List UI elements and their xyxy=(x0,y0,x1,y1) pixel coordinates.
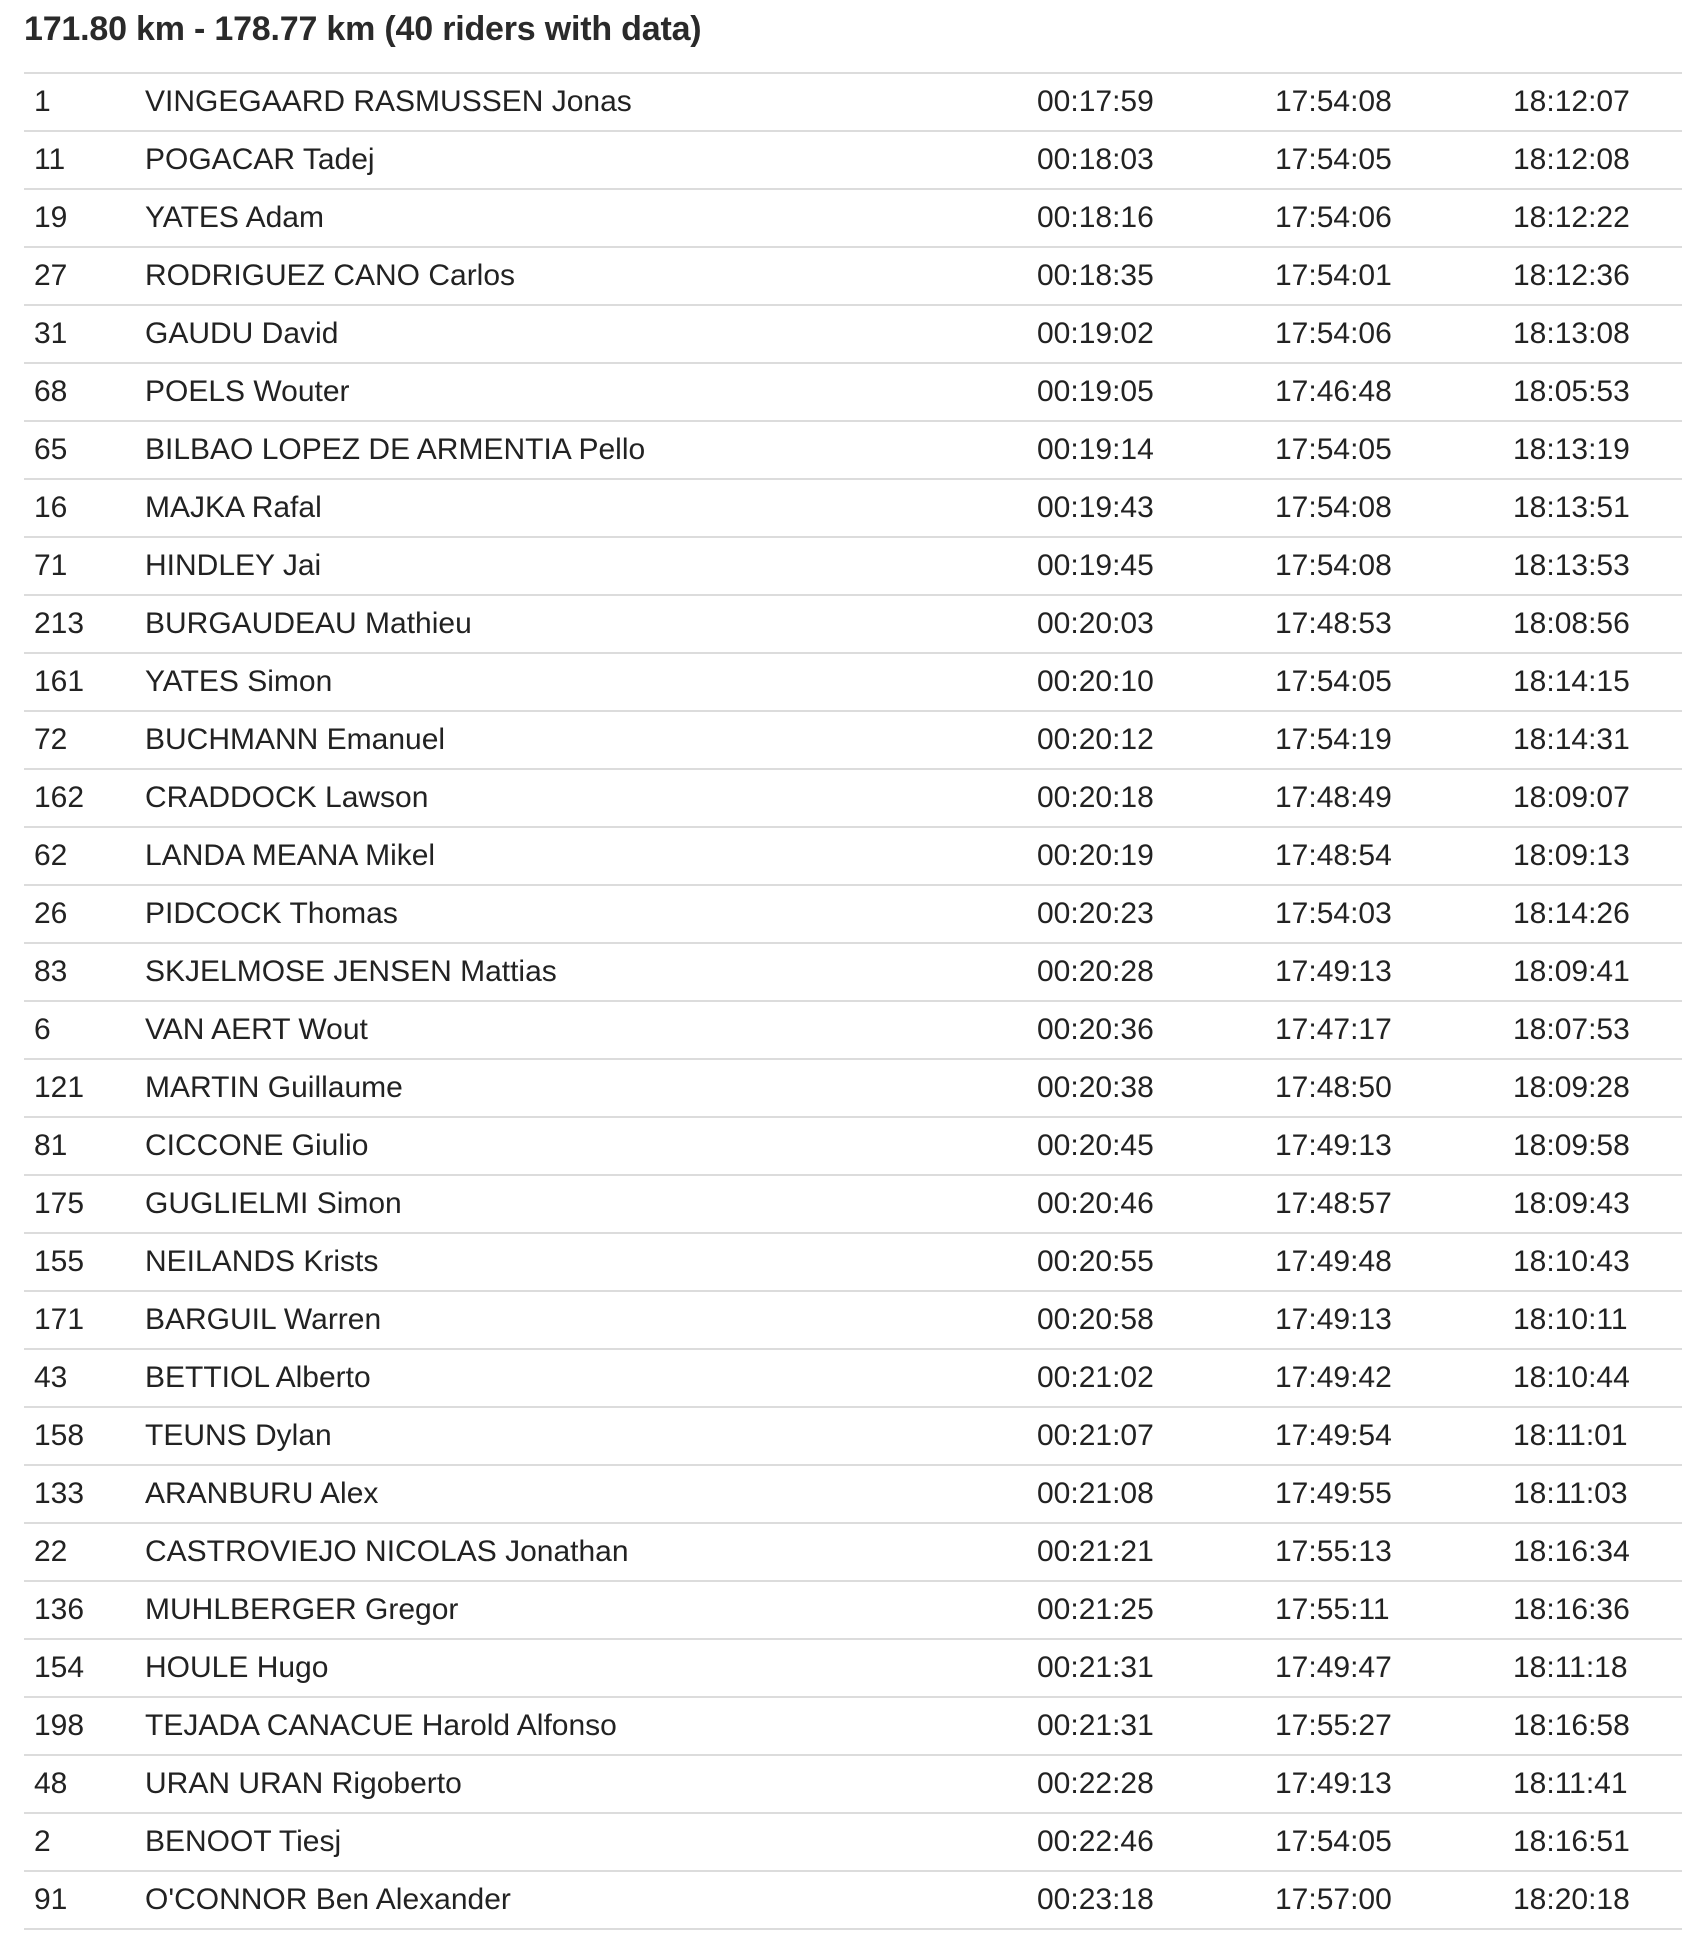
segment-duration: 00:21:08 xyxy=(1037,1465,1275,1523)
table-row xyxy=(24,1755,1682,1813)
rider-number: 155 xyxy=(24,1233,145,1291)
rider-number: 175 xyxy=(24,1175,145,1233)
segment-start-time: 17:47:17 xyxy=(1275,1001,1513,1059)
segment-start-time: 17:48:49 xyxy=(1275,769,1513,827)
table-row xyxy=(24,1291,1682,1349)
segment-end-time: 18:13:53 xyxy=(1513,537,1682,595)
rider-number: 19 xyxy=(24,189,145,247)
segment-start-time: 17:55:27 xyxy=(1275,1697,1513,1755)
rider-number: 81 xyxy=(24,1117,145,1175)
segment-end-time: 18:11:41 xyxy=(1513,1755,1682,1813)
table-row xyxy=(24,1581,1682,1639)
rider-name: CASTROVIEJO NICOLAS Jonathan xyxy=(145,1523,1037,1581)
segment-duration: 00:20:10 xyxy=(1037,653,1275,711)
rider-name: VINGEGAARD RASMUSSEN Jonas xyxy=(145,73,1037,131)
rider-number: 161 xyxy=(24,653,145,711)
rider-name: TEJADA CANACUE Harold Alfonso xyxy=(145,1697,1037,1755)
table-row xyxy=(24,827,1682,885)
segment-duration: 00:21:07 xyxy=(1037,1407,1275,1465)
rider-name: PIDCOCK Thomas xyxy=(145,885,1037,943)
segment-title: 171.80 km - 178.77 km (40 riders with data) xyxy=(24,10,702,48)
rider-number: 22 xyxy=(24,1523,145,1581)
segment-end-time: 18:09:07 xyxy=(1513,769,1682,827)
segment-start-time: 17:49:55 xyxy=(1275,1465,1513,1523)
segment-end-time: 18:09:58 xyxy=(1513,1117,1682,1175)
rider-number: 16 xyxy=(24,479,145,537)
segment-end-time: 18:12:22 xyxy=(1513,189,1682,247)
segment-start-time: 17:49:13 xyxy=(1275,1755,1513,1813)
segment-duration: 00:18:03 xyxy=(1037,131,1275,189)
rider-number: 154 xyxy=(24,1639,145,1697)
rider-number: 11 xyxy=(24,131,145,189)
segment-duration: 00:19:05 xyxy=(1037,363,1275,421)
segment-duration: 00:19:45 xyxy=(1037,537,1275,595)
rider-name: CICCONE Giulio xyxy=(145,1117,1037,1175)
segment-duration: 00:20:18 xyxy=(1037,769,1275,827)
segment-duration: 00:21:31 xyxy=(1037,1639,1275,1697)
table-row xyxy=(24,1523,1682,1581)
segment-duration: 00:20:46 xyxy=(1037,1175,1275,1233)
table-row xyxy=(24,537,1682,595)
segment-duration: 00:20:38 xyxy=(1037,1059,1275,1117)
table-row xyxy=(24,1117,1682,1175)
table-row xyxy=(24,595,1682,653)
rider-number: 68 xyxy=(24,363,145,421)
table-row xyxy=(24,131,1682,189)
rider-number: 27 xyxy=(24,247,145,305)
segment-start-time: 17:48:53 xyxy=(1275,595,1513,653)
segment-start-time: 17:49:13 xyxy=(1275,943,1513,1001)
rider-name: BENOOT Tiesj xyxy=(145,1813,1037,1871)
segment-start-time: 17:54:05 xyxy=(1275,131,1513,189)
rider-name: MAJKA Rafal xyxy=(145,479,1037,537)
rider-number: 121 xyxy=(24,1059,145,1117)
segment-duration: 00:22:28 xyxy=(1037,1755,1275,1813)
rider-name: YATES Simon xyxy=(145,653,1037,711)
segment-duration: 00:20:36 xyxy=(1037,1001,1275,1059)
rider-name: YATES Adam xyxy=(145,189,1037,247)
segment-duration: 00:19:14 xyxy=(1037,421,1275,479)
segment-start-time: 17:46:48 xyxy=(1275,363,1513,421)
segment-duration: 00:21:25 xyxy=(1037,1581,1275,1639)
rider-number: 31 xyxy=(24,305,145,363)
segment-end-time: 18:09:43 xyxy=(1513,1175,1682,1233)
segment-start-time: 17:48:54 xyxy=(1275,827,1513,885)
rider-name: SKJELMOSE JENSEN Mattias xyxy=(145,943,1037,1001)
rider-name: POGACAR Tadej xyxy=(145,131,1037,189)
rider-name: CRADDOCK Lawson xyxy=(145,769,1037,827)
table-row xyxy=(24,885,1682,943)
riders-table-body xyxy=(24,73,1682,1929)
rider-name: MARTIN Guillaume xyxy=(145,1059,1037,1117)
segment-end-time: 18:16:34 xyxy=(1513,1523,1682,1581)
table-row xyxy=(24,1697,1682,1755)
table-row xyxy=(24,479,1682,537)
segment-end-time: 18:07:53 xyxy=(1513,1001,1682,1059)
rider-name: BETTIOL Alberto xyxy=(145,1349,1037,1407)
segment-duration: 00:22:46 xyxy=(1037,1813,1275,1871)
segment-end-time: 18:14:15 xyxy=(1513,653,1682,711)
rider-name: NEILANDS Krists xyxy=(145,1233,1037,1291)
segment-start-time: 17:49:48 xyxy=(1275,1233,1513,1291)
rider-number: 198 xyxy=(24,1697,145,1755)
segment-end-time: 18:16:51 xyxy=(1513,1813,1682,1871)
rider-name: BILBAO LOPEZ DE ARMENTIA Pello xyxy=(145,421,1037,479)
segment-start-time: 17:55:11 xyxy=(1275,1581,1513,1639)
rider-name: HINDLEY Jai xyxy=(145,537,1037,595)
segment-start-time: 17:54:05 xyxy=(1275,653,1513,711)
table-row xyxy=(24,1465,1682,1523)
segment-end-time: 18:20:18 xyxy=(1513,1871,1682,1929)
segment-end-time: 18:05:53 xyxy=(1513,363,1682,421)
segment-end-time: 18:08:56 xyxy=(1513,595,1682,653)
segment-end-time: 18:09:28 xyxy=(1513,1059,1682,1117)
table-row xyxy=(24,1001,1682,1059)
segment-duration: 00:19:43 xyxy=(1037,479,1275,537)
rider-name: GUGLIELMI Simon xyxy=(145,1175,1037,1233)
rider-number: 133 xyxy=(24,1465,145,1523)
segment-end-time: 18:11:01 xyxy=(1513,1407,1682,1465)
table-row xyxy=(24,653,1682,711)
segment-start-time: 17:54:05 xyxy=(1275,421,1513,479)
segment-end-time: 18:13:08 xyxy=(1513,305,1682,363)
segment-duration: 00:20:28 xyxy=(1037,943,1275,1001)
rider-number: 72 xyxy=(24,711,145,769)
rider-name: BARGUIL Warren xyxy=(145,1291,1037,1349)
segment-end-time: 18:13:19 xyxy=(1513,421,1682,479)
table-row xyxy=(24,1233,1682,1291)
segment-end-time: 18:10:11 xyxy=(1513,1291,1682,1349)
rider-number: 6 xyxy=(24,1001,145,1059)
table-row xyxy=(24,1813,1682,1871)
segment-end-time: 18:14:31 xyxy=(1513,711,1682,769)
segment-end-time: 18:11:03 xyxy=(1513,1465,1682,1523)
segment-duration: 00:20:45 xyxy=(1037,1117,1275,1175)
rider-name: ARANBURU Alex xyxy=(145,1465,1037,1523)
segment-duration: 00:19:02 xyxy=(1037,305,1275,363)
segment-end-time: 18:12:08 xyxy=(1513,131,1682,189)
segment-end-time: 18:16:58 xyxy=(1513,1697,1682,1755)
segment-start-time: 17:49:13 xyxy=(1275,1291,1513,1349)
segment-start-time: 17:54:05 xyxy=(1275,1813,1513,1871)
rider-name: RODRIGUEZ CANO Carlos xyxy=(145,247,1037,305)
segment-duration: 00:21:02 xyxy=(1037,1349,1275,1407)
rider-number: 65 xyxy=(24,421,145,479)
segment-start-time: 17:55:13 xyxy=(1275,1523,1513,1581)
rider-name: LANDA MEANA Mikel xyxy=(145,827,1037,885)
segment-duration: 00:17:59 xyxy=(1037,73,1275,131)
table-row xyxy=(24,1175,1682,1233)
segment-start-time: 17:54:03 xyxy=(1275,885,1513,943)
rider-number: 213 xyxy=(24,595,145,653)
segment-duration: 00:20:19 xyxy=(1037,827,1275,885)
segment-end-time: 18:10:44 xyxy=(1513,1349,1682,1407)
segment-end-time: 18:12:07 xyxy=(1513,73,1682,131)
segment-start-time: 17:54:08 xyxy=(1275,73,1513,131)
rider-number: 91 xyxy=(24,1871,145,1929)
segment-start-time: 17:48:57 xyxy=(1275,1175,1513,1233)
rider-number: 26 xyxy=(24,885,145,943)
table-row xyxy=(24,711,1682,769)
table-row xyxy=(24,769,1682,827)
segment-start-time: 17:57:00 xyxy=(1275,1871,1513,1929)
segment-end-time: 18:09:13 xyxy=(1513,827,1682,885)
rider-name: HOULE Hugo xyxy=(145,1639,1037,1697)
rider-number: 2 xyxy=(24,1813,145,1871)
rider-name: TEUNS Dylan xyxy=(145,1407,1037,1465)
table-row xyxy=(24,1871,1682,1929)
segment-duration: 00:20:55 xyxy=(1037,1233,1275,1291)
segment-duration: 00:20:12 xyxy=(1037,711,1275,769)
rider-number: 1 xyxy=(24,73,145,131)
segment-duration: 00:20:23 xyxy=(1037,885,1275,943)
table-row xyxy=(24,1407,1682,1465)
segment-start-time: 17:54:08 xyxy=(1275,537,1513,595)
segment-duration: 00:21:31 xyxy=(1037,1697,1275,1755)
segment-start-time: 17:49:42 xyxy=(1275,1349,1513,1407)
segment-start-time: 17:54:06 xyxy=(1275,189,1513,247)
rider-number: 136 xyxy=(24,1581,145,1639)
segment-end-time: 18:11:18 xyxy=(1513,1639,1682,1697)
segment-start-time: 17:49:47 xyxy=(1275,1639,1513,1697)
segment-end-time: 18:14:26 xyxy=(1513,885,1682,943)
segment-start-time: 17:54:06 xyxy=(1275,305,1513,363)
table-row xyxy=(24,1059,1682,1117)
table-row xyxy=(24,363,1682,421)
rider-name: BURGAUDEAU Mathieu xyxy=(145,595,1037,653)
table-row xyxy=(24,73,1682,131)
rider-name: MUHLBERGER Gregor xyxy=(145,1581,1037,1639)
segment-start-time: 17:49:54 xyxy=(1275,1407,1513,1465)
segment-start-time: 17:54:19 xyxy=(1275,711,1513,769)
rider-number: 71 xyxy=(24,537,145,595)
segment-start-time: 17:48:50 xyxy=(1275,1059,1513,1117)
rider-name: POELS Wouter xyxy=(145,363,1037,421)
segment-duration: 00:21:21 xyxy=(1037,1523,1275,1581)
rider-number: 171 xyxy=(24,1291,145,1349)
segment-start-time: 17:54:08 xyxy=(1275,479,1513,537)
segment-end-time: 18:12:36 xyxy=(1513,247,1682,305)
rider-number: 48 xyxy=(24,1755,145,1813)
table-row xyxy=(24,247,1682,305)
segment-duration: 00:23:18 xyxy=(1037,1871,1275,1929)
rider-number: 162 xyxy=(24,769,145,827)
segment-duration: 00:20:58 xyxy=(1037,1291,1275,1349)
segment-duration: 00:20:03 xyxy=(1037,595,1275,653)
rider-number: 158 xyxy=(24,1407,145,1465)
segment-end-time: 18:10:43 xyxy=(1513,1233,1682,1291)
table-row xyxy=(24,421,1682,479)
table-row xyxy=(24,305,1682,363)
rider-name: VAN AERT Wout xyxy=(145,1001,1037,1059)
rider-name: URAN URAN Rigoberto xyxy=(145,1755,1037,1813)
rider-number: 62 xyxy=(24,827,145,885)
segment-duration: 00:18:16 xyxy=(1037,189,1275,247)
table-row xyxy=(24,943,1682,1001)
segment-start-time: 17:49:13 xyxy=(1275,1117,1513,1175)
segment-start-time: 17:54:01 xyxy=(1275,247,1513,305)
rider-name: BUCHMANN Emanuel xyxy=(145,711,1037,769)
table-row xyxy=(24,1639,1682,1697)
segment-end-time: 18:09:41 xyxy=(1513,943,1682,1001)
table-row xyxy=(24,189,1682,247)
rider-name: O'CONNOR Ben Alexander xyxy=(145,1871,1037,1929)
segment-duration: 00:18:35 xyxy=(1037,247,1275,305)
riders-table xyxy=(24,72,1682,1930)
table-row xyxy=(24,1349,1682,1407)
rider-name: GAUDU David xyxy=(145,305,1037,363)
rider-number: 83 xyxy=(24,943,145,1001)
segment-end-time: 18:13:51 xyxy=(1513,479,1682,537)
segment-end-time: 18:16:36 xyxy=(1513,1581,1682,1639)
rider-number: 43 xyxy=(24,1349,145,1407)
